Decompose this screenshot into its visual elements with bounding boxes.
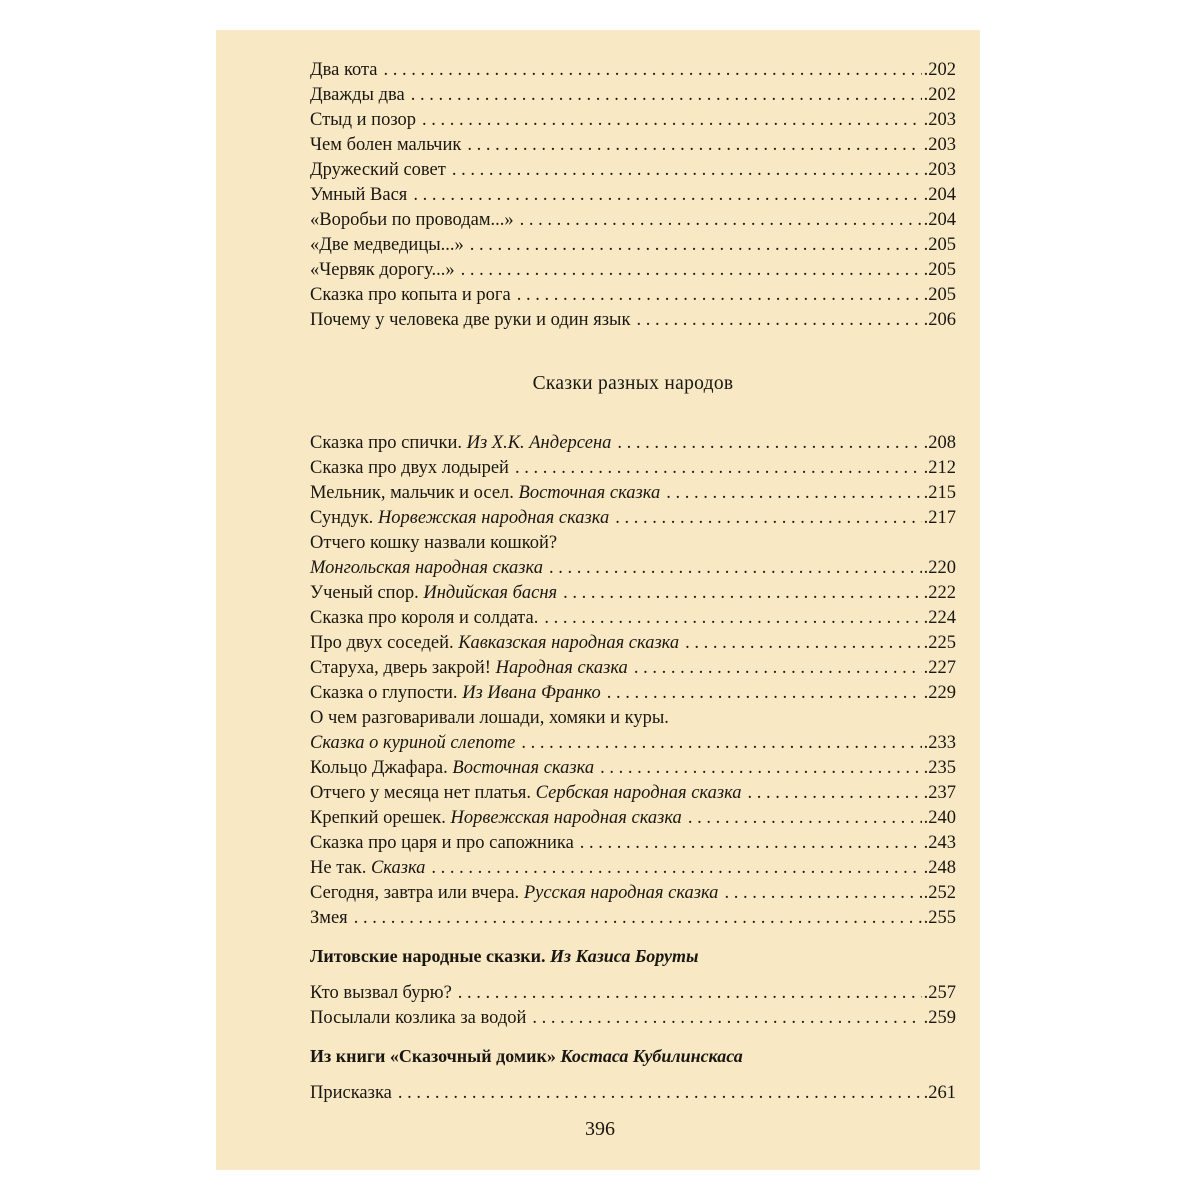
dot-leader [520,208,922,233]
dot-leader [413,183,921,208]
entry-subtitle: Из Ивана Франко [462,683,601,703]
toc-entry-page: .255 [923,908,956,928]
dot-leader [724,881,921,906]
entry-title-text: Дважды два [310,85,405,105]
toc-entry-title [310,258,455,283]
toc-entry [310,133,956,158]
entry-title-text: Чем болен мальчик [310,135,462,155]
toc-entry-page: .202 [923,85,956,105]
toc-entry-title [310,731,515,756]
toc-entry-title [310,656,628,681]
entry-title-text: Сказка про двух лодырей [310,458,509,478]
toc-entry-page: .204 [923,185,956,205]
dot-leader [422,108,922,133]
toc-entry-title [310,606,538,631]
entry-title-text: Умный Вася [310,185,408,205]
entry-subtitle: Народная сказка [495,658,628,678]
entry-subtitle: Индийская басня [423,583,558,603]
toc-entry [310,283,956,308]
entry-title-text: Сказка про спички. [310,433,462,453]
toc-entry-title [310,456,509,481]
toc-entry-title [310,881,718,906]
toc-entry-page: .206 [923,310,956,330]
toc-entry-page: .257 [923,983,956,1003]
entry-subtitle: Кавказская народная сказка [458,633,680,653]
toc-entry [310,83,956,108]
dot-leader [467,133,921,158]
toc-entry-page: .259 [923,1008,956,1028]
toc-entry-title [310,831,574,856]
toc-entry [310,806,956,831]
toc-entry-page: .203 [923,135,956,155]
page-number: 396 [585,1118,615,1140]
toc-entry-title [310,906,348,931]
dot-leader [636,308,921,333]
toc-entry-title [310,58,378,83]
toc-entry-page: .235 [923,758,956,778]
toc-top-list [310,58,956,333]
toc-entry-page: .204 [923,210,956,230]
dot-leader [532,1006,921,1031]
toc-entry [310,258,956,283]
section-title: Сказки разных народов [532,373,734,394]
toc-entry [310,1006,956,1031]
dot-leader [521,731,921,756]
toc-entry-title [310,981,452,1006]
entry-title-text: Сказка про копыта и рога [310,285,511,305]
dot-leader [688,806,922,831]
group-heading-sub: Из Казиса Боруты [550,946,699,966]
dot-leader [634,656,922,681]
toc-entry-page: .248 [923,858,956,878]
toc-entry [310,431,956,456]
entry-title-text: Ученый спор. [310,583,419,603]
toc-entry [310,208,956,233]
entry-subtitle: Сербская народная сказка [535,783,742,803]
entry-title-text: Посылали козлика за водой [310,1008,527,1028]
toc-entry [310,856,956,881]
toc-entry-page: .252 [923,883,956,903]
entry-title-text: Не так. [310,858,367,878]
toc-entry [310,981,956,1006]
entry-subtitle: Восточная сказка [518,483,661,503]
dot-leader [515,456,922,481]
dot-leader [411,83,922,108]
toc-entry-title [310,108,416,133]
toc-entry [310,631,956,656]
toc-entry-title [310,283,511,308]
entry-subtitle: Норвежская народная сказка [377,508,610,528]
dot-leader [580,831,922,856]
entry-title-text: Почему у человека две руки и один язык [310,310,631,330]
toc-entry [310,183,956,208]
entry-title-text: Сундук. [310,508,374,528]
toc-entry [310,506,956,531]
toc-entry [310,656,956,681]
toc-entry-title [310,1081,392,1106]
entry-title-text: Присказка [310,1083,392,1103]
toc-entry [310,881,956,906]
dot-leader [600,756,922,781]
toc-entry [310,456,956,481]
entry-title-text: «Воробьи по проводам...» [310,210,514,230]
toc-entry-title [310,856,425,881]
toc-entry-page: .229 [923,683,956,703]
toc-entry [310,58,956,83]
entry-title-text: Сказка про царя и про сапожника [310,833,574,853]
toc-entry-page: .233 [923,733,956,753]
toc-entry-page: .261 [923,1083,956,1103]
toc-entry-title [310,1006,526,1031]
toc-entry [310,531,956,556]
toc-entry [310,158,956,183]
entry-title-text: Сегодня, завтра или вчера. [310,883,520,903]
entry-title-text: «Червяк дорогу...» [310,260,455,280]
entry-title-text: Стыд и позор [310,110,417,130]
toc-entry [310,906,956,931]
toc-entry-page: .215 [923,483,956,503]
toc-entry-title [310,556,543,581]
toc-entry-page: .202 [923,60,956,80]
entry-title-text: Крепкий орешек. [310,808,446,828]
entry-title-text: Старуха, дверь закрой! [310,658,491,678]
group-heading-book [310,1044,956,1069]
group-heading-sub: Костаса Кубилинскаса [560,1046,743,1066]
toc-entry-title [310,681,601,706]
group-heading-lithuanian [310,944,956,969]
dot-leader [461,258,922,283]
dot-leader [452,158,922,183]
entry-title-text: Отчего кошку назвали кошкой? [310,533,558,553]
toc-entry-page: .222 [923,583,956,603]
toc-entry-title [310,531,557,556]
toc-entry-title [310,83,405,108]
table-of-contents [310,58,956,1106]
toc-entry [310,756,956,781]
toc-entry [310,731,956,756]
toc-entry [310,706,956,731]
dot-leader [563,581,921,606]
entry-title-text: «Две медведицы...» [310,235,464,255]
entry-title-text: Кто вызвал бурю? [310,983,452,1003]
toc-entry-title [310,183,407,208]
toc-entry [310,481,956,506]
toc-entry-page: .217 [923,508,956,528]
toc-entry-title [310,158,446,183]
toc-entry-title [310,133,461,158]
dot-leader [398,1081,922,1106]
toc-entry-page: .237 [923,783,956,803]
toc-entry [310,781,956,806]
entry-title-text: Сказка о глупости. [310,683,458,703]
toc-entry [310,308,956,333]
toc-entry [310,1081,956,1106]
entry-subtitle: Монгольская народная сказка [310,558,543,578]
toc-entry-page: .224 [923,608,956,628]
toc-entry-page: .225 [923,633,956,653]
group-heading-text: Из книги «Сказочный домик» [310,1046,556,1066]
toc-entry-title [310,506,609,531]
dot-leader [607,681,922,706]
entry-subtitle: Сказка [370,858,426,878]
entry-title-text: Змея [310,908,348,928]
toc-entry [310,606,956,631]
dot-leader [431,856,921,881]
toc-group2-list [310,1081,956,1106]
toc-entry [310,556,956,581]
entry-subtitle: Сказка о куриной слепоте [310,733,516,753]
toc-entry-page: .203 [923,110,956,130]
toc-entry-title [310,233,464,258]
entry-title-text: Сказка про короля и солдата. [310,608,539,628]
dot-leader [615,506,921,531]
toc-entry-title [310,481,660,506]
toc-entry-page: .205 [923,260,956,280]
toc-entry-page: .208 [923,433,956,453]
toc-entry [310,108,956,133]
toc-entry-page: .212 [923,458,956,478]
toc-entry [310,581,956,606]
toc-entry-page: .227 [923,658,956,678]
entry-title-text: О чем разговаривали лошади, хомяки и куры. [310,708,669,728]
toc-entry-title [310,806,682,831]
dot-leader [354,906,922,931]
toc-entry-title [310,208,514,233]
dot-leader [685,631,922,656]
toc-entry-title [310,756,594,781]
toc-entry-page: .220 [923,558,956,578]
toc-entry-title [310,581,557,606]
entry-subtitle: Русская народная сказка [523,883,719,903]
dot-leader [549,556,922,581]
toc-entry-page: .243 [923,833,956,853]
toc-entry-title [310,706,669,731]
toc-entry-title [310,431,611,456]
toc-entry-page: .205 [923,235,956,255]
entry-title-text: Кольцо Джафара. [310,758,448,778]
dot-leader [517,283,922,308]
entry-title-text: Отчего у месяца нет платья. [310,783,532,803]
dot-leader [617,431,921,456]
entry-subtitle: Норвежская народная сказка [450,808,682,828]
dot-leader [748,781,922,806]
toc-group1-list [310,981,956,1031]
group-heading-text: Литовские народные сказки. [310,946,546,966]
entry-subtitle: Восточная сказка [452,758,595,778]
dot-leader [544,606,921,631]
toc-entry [310,831,956,856]
toc-entry-page: .205 [923,285,956,305]
toc-section-list [310,431,956,931]
entry-title-text: Дружеский совет [310,160,446,180]
dot-leader [384,58,922,83]
dot-leader [470,233,922,258]
toc-entry-title [310,781,742,806]
toc-entry-title [310,631,679,656]
entry-title-text: Про двух соседей. [310,633,454,653]
toc-entry [310,233,956,258]
dot-leader [458,981,922,1006]
entry-title-text: Мельник, мальчик и осел. [310,483,514,503]
dot-leader [666,481,921,506]
entry-title-text: Два кота [310,60,378,80]
toc-entry [310,681,956,706]
entry-subtitle: Из Х.К. Андерсена [466,433,612,453]
toc-entry-page: .240 [923,808,956,828]
toc-entry-page: .203 [923,160,956,180]
toc-entry-title [310,308,630,333]
